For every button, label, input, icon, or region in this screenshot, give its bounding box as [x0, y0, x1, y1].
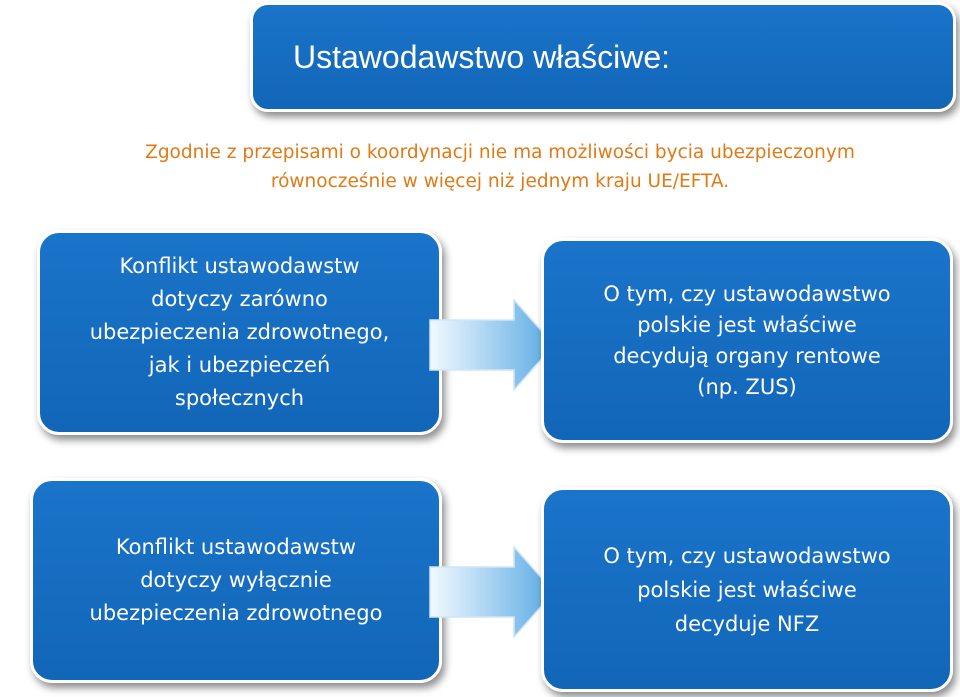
- decision-box-nfz: [541, 487, 953, 692]
- right-arrow-icon: [428, 545, 558, 639]
- slide-title: Ustawodawstwo właściwe:: [293, 38, 671, 75]
- conflict-box-text: Konflikt ustawodawstw dotyczy wyłącznie ubezpieczenia zdrowotnego: [89, 535, 383, 625]
- title-banner: [250, 2, 956, 112]
- decision-box-text: O tym, czy ustawodawstwo polskie jest właściwe decydują organy rentowe (np. ZUS): [603, 281, 891, 399]
- right-arrow-icon: [428, 298, 558, 392]
- intro-text: Zgodnie z przepisami o koordynacji nie ma możliwości bycia ubezpieczonym równocześnie w więcej niż jednym kraju UE/EFTA.: [145, 142, 855, 192]
- decision-box-pension-authorities: [541, 238, 953, 443]
- decision-box-text: O tym, czy ustawodawstwo polskie jest właściwe decyduje NFZ: [603, 543, 891, 636]
- conflict-box-social-and-health: [37, 230, 442, 435]
- conflict-box-health-only: [30, 478, 442, 683]
- conflict-box-text: Konflikt ustawodawstw dotyczy zarówno ubezpieczenia zdrowotnego, jak i ubezpieczeń społecznych: [89, 254, 390, 410]
